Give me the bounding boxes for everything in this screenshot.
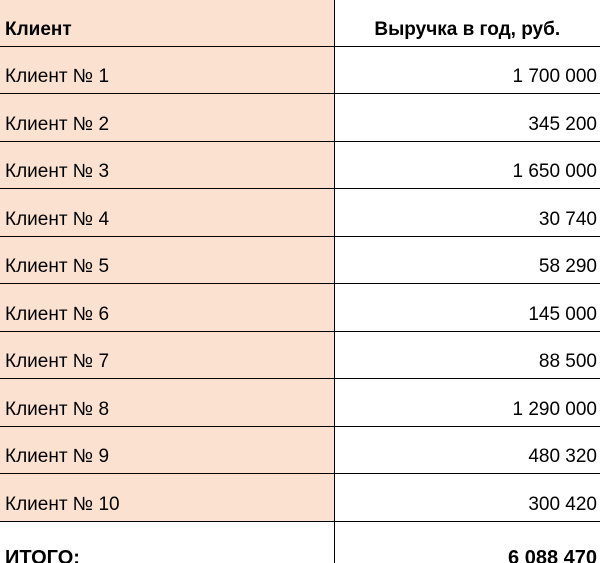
revenue-cell[interactable]: 1 650 000 (334, 141, 600, 189)
table-row (0, 141, 600, 189)
client-name-cell[interactable]: Клиент № 3 (0, 141, 334, 189)
table-row (0, 46, 600, 94)
revenue-cell[interactable]: 1 700 000 (334, 46, 600, 94)
header-revenue-cell[interactable]: Выручка в год, руб. (334, 0, 600, 46)
client-name-cell[interactable]: Клиент № 4 (0, 189, 334, 237)
table-row (0, 379, 600, 427)
client-name-cell[interactable]: Клиент № 1 (0, 46, 334, 94)
table-row (0, 474, 600, 522)
revenue-cell[interactable]: 58 290 (334, 236, 600, 284)
table-row (0, 284, 600, 332)
header-row (0, 0, 600, 46)
client-name-cell[interactable]: Клиент № 7 (0, 331, 334, 379)
revenue-cell[interactable]: 480 320 (334, 426, 600, 474)
revenue-cell[interactable]: 145 000 (334, 284, 600, 332)
revenue-cell[interactable]: 88 500 (334, 331, 600, 379)
client-name-cell[interactable]: Клиент № 9 (0, 426, 334, 474)
total-value-cell[interactable]: 6 088 470 (334, 521, 600, 563)
client-name-cell[interactable]: Клиент № 8 (0, 379, 334, 427)
table-row (0, 426, 600, 474)
client-name-cell[interactable]: Клиент № 5 (0, 236, 334, 284)
total-row (0, 521, 600, 563)
table-row (0, 331, 600, 379)
revenue-cell[interactable]: 1 290 000 (334, 379, 600, 427)
client-name-cell[interactable]: Клиент № 2 (0, 94, 334, 142)
client-name-cell[interactable]: Клиент № 10 (0, 474, 334, 522)
table-row (0, 236, 600, 284)
total-label-cell[interactable]: ИТОГО: (0, 521, 334, 563)
revenue-cell[interactable]: 345 200 (334, 94, 600, 142)
header-client-cell[interactable]: Клиент (0, 0, 334, 46)
client-name-cell[interactable]: Клиент № 6 (0, 284, 334, 332)
table-row (0, 189, 600, 237)
table-row (0, 94, 600, 142)
revenue-cell[interactable]: 30 740 (334, 189, 600, 237)
revenue-cell[interactable]: 300 420 (334, 474, 600, 522)
